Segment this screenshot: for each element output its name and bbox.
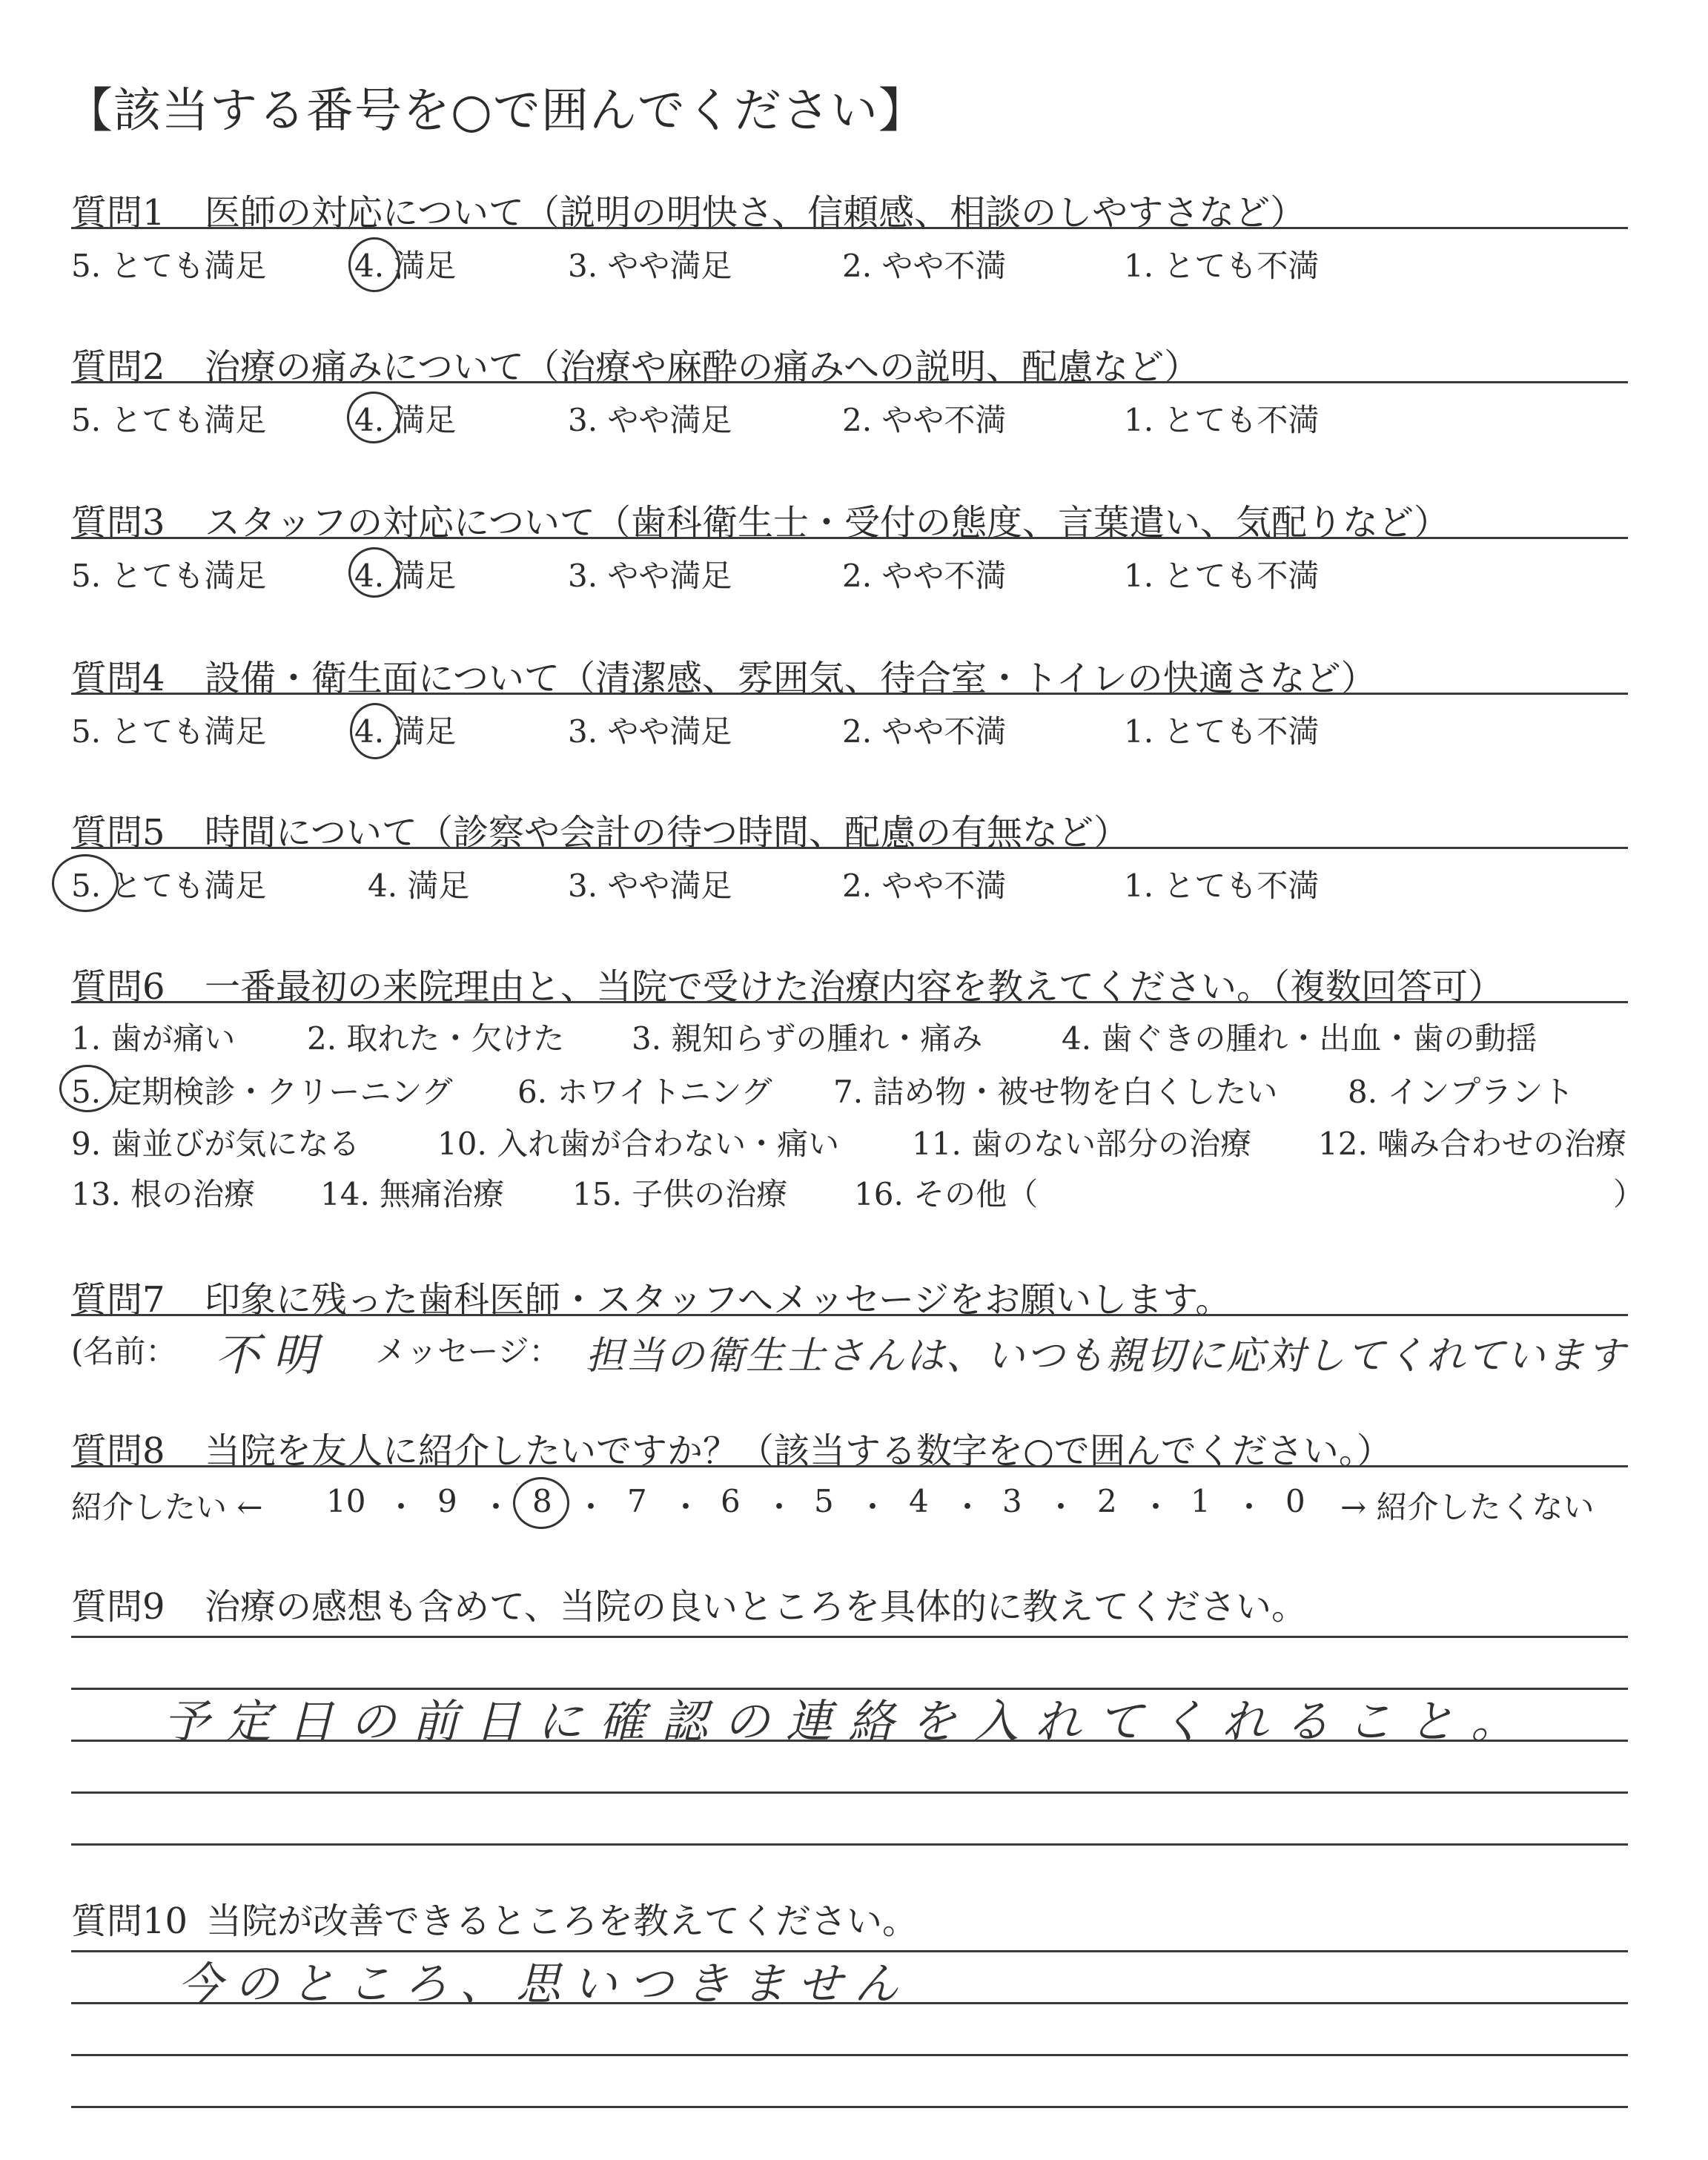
answer-line	[71, 1636, 1628, 1638]
q6-option-10[interactable]: 10. 入れ歯が合わない・痛い	[437, 1126, 840, 1162]
q6-option-13[interactable]: 13. 根の治療	[71, 1176, 256, 1212]
divider	[71, 1314, 1628, 1316]
q1-option-4[interactable]: 4. 満足	[354, 248, 457, 284]
question-number: 質問3	[71, 502, 165, 544]
q3-option-3[interactable]: 3. やや満足	[568, 558, 732, 594]
divider	[71, 847, 1628, 849]
q4-option-3[interactable]: 3. やや満足	[568, 713, 732, 750]
answer-line	[71, 1843, 1628, 1846]
scale-dot: ・	[1234, 1489, 1265, 1525]
scale-dot: ・	[480, 1489, 512, 1525]
scale-6[interactable]: 6	[721, 1483, 741, 1519]
q6-option-2[interactable]: 2. 取れた・欠けた	[307, 1020, 565, 1057]
scale-dot: ・	[385, 1489, 417, 1525]
q6-option-8[interactable]: 8. インプラント	[1348, 1074, 1575, 1110]
q6-option-14[interactable]: 14. 無痛治療	[320, 1176, 505, 1212]
scale-8[interactable]: 8	[532, 1483, 552, 1519]
q5-option-2[interactable]: 2. やや不満	[842, 868, 1007, 904]
selection-circle	[350, 703, 400, 759]
message-handwritten: 担当の衛生士さんは、いつも親切に応対してくれています	[586, 1334, 1627, 1378]
q6-option-4[interactable]: 4. 歯ぐきの腫れ・出血・歯の動揺	[1062, 1020, 1537, 1057]
question-number: 質問5	[71, 812, 165, 853]
q6-option-12[interactable]: 12. 噛み合わせの治療	[1318, 1126, 1627, 1162]
scale-0[interactable]: 0	[1285, 1483, 1305, 1519]
q3-option-2[interactable]: 2. やや不満	[842, 558, 1007, 594]
scale-dot: ・	[857, 1489, 889, 1525]
q3-option-5[interactable]: 5. とても満足	[71, 558, 267, 594]
question-text: 当院を友人に紹介したいですか？（該当する数字を○で囲んでください。）	[205, 1430, 1392, 1472]
scale-9[interactable]: 9	[437, 1483, 457, 1519]
q5-option-3[interactable]: 3. やや満足	[568, 868, 732, 904]
question-number: 質問4	[71, 658, 165, 699]
answer-line	[71, 2054, 1628, 2056]
divider	[71, 381, 1628, 383]
q5-option-4[interactable]: 4. 満足	[368, 868, 470, 904]
divider	[71, 693, 1628, 695]
q2-option-3[interactable]: 3. やや満足	[568, 402, 732, 438]
question-text: 一番最初の来院理由と、当院で受けた治療内容を教えてください。（複数回答可）	[205, 966, 1504, 1008]
scale-4[interactable]: 4	[909, 1483, 929, 1519]
question-text: スタッフの対応について（歯科衛生士・受付の態度、言葉遣い、気配りなど）	[205, 502, 1450, 544]
question-number: 質問8	[71, 1430, 165, 1472]
divider	[71, 227, 1628, 229]
q6-option-1[interactable]: 1. 歯が痛い	[71, 1020, 236, 1057]
recommend-left-label: 紹介したい ←	[71, 1489, 263, 1525]
question-text: 時間について（診察や会計の待つ時間、配慮の有無など）	[205, 812, 1130, 853]
q5-option-1[interactable]: 1. とても不満	[1124, 868, 1320, 904]
q5-option-5[interactable]: 5. とても満足	[71, 868, 267, 904]
q1-option-2[interactable]: 2. やや不満	[842, 248, 1007, 284]
q9-answer-handwritten: 予定日の前日に確認の連絡を入れてくれること。	[163, 1694, 1534, 1748]
question-number: 質問10	[71, 1900, 188, 1942]
q2-option-5[interactable]: 5. とても満足	[71, 402, 267, 438]
scale-3[interactable]: 3	[1002, 1483, 1022, 1519]
q1-option-1[interactable]: 1. とても不満	[1124, 248, 1320, 284]
q2-option-4[interactable]: 4. 満足	[354, 402, 457, 438]
question-text: 当院が改善できるところを教えてください。	[206, 1900, 918, 1942]
question-number: 質問7	[71, 1279, 165, 1321]
name-label: (名前：	[71, 1333, 177, 1370]
selection-circle	[348, 237, 400, 292]
scale-dot: ・	[1140, 1489, 1172, 1525]
divider	[71, 1001, 1628, 1003]
selection-circle	[348, 547, 400, 598]
q1-option-5[interactable]: 5. とても満足	[71, 248, 267, 284]
q3-option-4[interactable]: 4. 満足	[354, 558, 457, 594]
scale-dot: ・	[764, 1489, 795, 1525]
q4-option-1[interactable]: 1. とても不満	[1124, 713, 1320, 750]
q6-other-close: ）	[1613, 1176, 1645, 1212]
q6-option-3[interactable]: 3. 親知らずの腫れ・痛み	[632, 1020, 983, 1057]
page-title: 【該当する番号を○で囲んでください】	[65, 84, 927, 139]
q6-option-5[interactable]: 5. 定期検診・クリーニング	[71, 1074, 453, 1110]
selection-circle	[52, 854, 119, 912]
scale-dot: ・	[1045, 1489, 1077, 1525]
question-number: 質問2	[71, 346, 165, 388]
q10-answer-handwritten: 今のところ、思いつきません	[178, 1958, 910, 2010]
q6-option-9[interactable]: 9. 歯並びが気になる	[71, 1126, 360, 1162]
q6-option-6[interactable]: 6. ホワイトニング	[517, 1074, 772, 1110]
divider	[71, 1465, 1628, 1467]
scale-7[interactable]: 7	[627, 1483, 647, 1519]
q4-option-4[interactable]: 4. 満足	[354, 713, 457, 750]
selection-circle	[513, 1477, 569, 1529]
question-text: 治療の痛みについて（治療や麻酔の痛みへの説明、配慮など）	[205, 346, 1200, 388]
answer-line	[71, 2106, 1628, 2108]
scale-dot: ・	[575, 1489, 607, 1525]
scale-dot: ・	[670, 1489, 702, 1525]
q1-option-3[interactable]: 3. やや満足	[568, 248, 732, 284]
question-number: 質問9	[71, 1586, 165, 1628]
question-text: 設備・衛生面について（清潔感、雰囲気、待合室・トイレの快適さなど）	[205, 658, 1377, 699]
q2-option-2[interactable]: 2. やや不満	[842, 402, 1007, 438]
q6-option-7[interactable]: 7. 詰め物・被せ物を白くしたい	[833, 1074, 1278, 1110]
question-9	[71, 1578, 1307, 1629]
question-text: 医師の対応について（説明の明快さ、信頼感、相談のしやすさなど）	[205, 192, 1306, 234]
q3-option-1[interactable]: 1. とても不満	[1124, 558, 1320, 594]
selection-circle	[59, 1065, 116, 1112]
q6-option-15[interactable]: 15. 子供の治療	[572, 1176, 788, 1212]
q4-option-2[interactable]: 2. やや不満	[842, 713, 1007, 750]
divider	[71, 537, 1628, 539]
recommend-right-label: → 紹介したくない	[1340, 1489, 1595, 1525]
message-label: メッセージ：	[375, 1333, 560, 1370]
scale-10[interactable]: 10	[326, 1483, 366, 1519]
question-10	[71, 1892, 918, 1943]
selection-circle	[347, 392, 400, 443]
question-text: 治療の感想も含めて、当院の良いところを具体的に教えてください。	[205, 1586, 1308, 1628]
q4-option-5[interactable]: 5. とても満足	[71, 713, 267, 750]
question-number: 質問1	[71, 192, 165, 234]
q6-option-11[interactable]: 11. 歯のない部分の治療	[912, 1126, 1252, 1162]
q2-option-1[interactable]: 1. とても不満	[1124, 402, 1320, 438]
scale-5[interactable]: 5	[814, 1483, 834, 1519]
q6-option-16[interactable]: 16. その他（	[854, 1176, 1039, 1212]
question-text: 印象に残った歯科医師・スタッフへメッセージをお願いします。	[205, 1279, 1231, 1321]
scale-2[interactable]: 2	[1097, 1483, 1117, 1519]
name-handwritten: 不明	[215, 1330, 331, 1381]
scale-dot: ・	[952, 1489, 984, 1525]
question-number: 質問6	[71, 966, 165, 1008]
scale-1[interactable]: 1	[1191, 1483, 1211, 1519]
answer-line	[71, 1791, 1628, 1794]
